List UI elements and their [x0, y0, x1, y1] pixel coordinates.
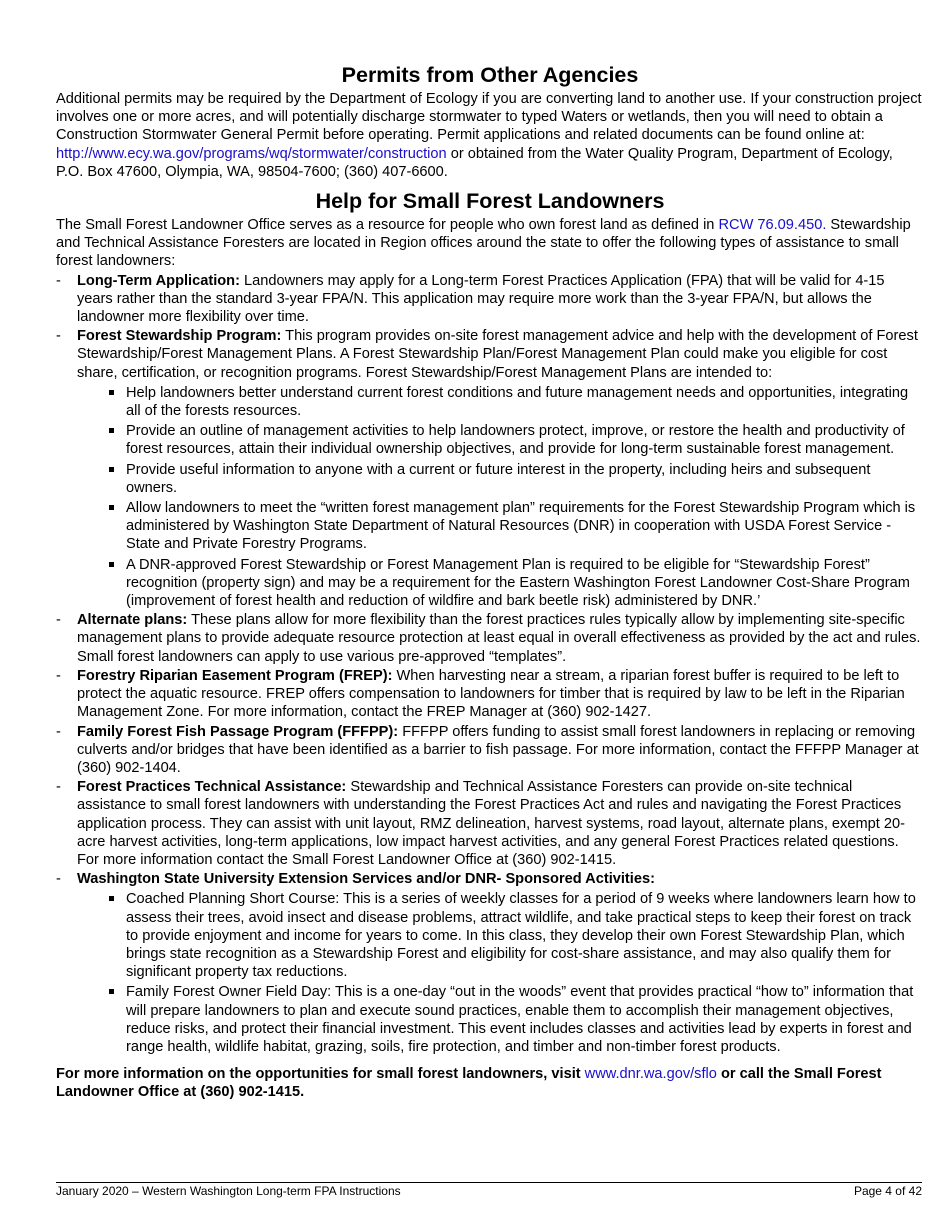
list-item-body	[77, 723, 924, 778]
assistance-list-item	[56, 611, 924, 666]
assistance-list-item	[56, 723, 924, 778]
sub-bullet-text: A DNR-approved Forest Stewardship or Forest Management Plan is required to be eligible for “Stewardship Forest” recognition (property sign) and may be a requirement for the Eastern Washington Forest Landowner Cost-Share Program (improvement of forest health and reduction of wildfire and bark beetle risk) administered by DNR.’	[126, 556, 910, 610]
page-content	[56, 62, 924, 1102]
assistance-list	[56, 272, 924, 1057]
list-item-label: Forest Stewardship Program:	[77, 328, 282, 345]
list-item-label: Long-Term Application:	[77, 272, 240, 289]
assistance-list-item	[56, 327, 924, 610]
list-dash-marker: -	[56, 667, 61, 684]
sub-bullet-text: Provide an outline of management activities to help landowners protect, improve, or restore the health and productivity of forest resources, attain their individual ownership objectives, and provide for long-term sustainable forest management.	[126, 423, 905, 458]
help-intro-text-start: The Small Forest Landowner Office serves as a resource for people who own forest land as defined in	[56, 217, 719, 234]
closing-paragraph	[56, 1065, 924, 1101]
page-footer	[56, 1182, 922, 1198]
list-item-body	[77, 272, 924, 327]
sub-bullet-item	[77, 422, 924, 458]
list-item-text: Landowners may apply for a Long-term Forest Practices Application (FPA) that will be valid for 4-15 years rather than the standard 3-year FPA/N. This application may require more work than the 3-year FPA/N, but allows the landowner more flexibility over time.	[77, 272, 885, 326]
sub-bullet-item	[77, 499, 924, 554]
sflo-link[interactable]: www.dnr.wa.gov/sflo	[584, 1066, 717, 1083]
list-item-label: Forest Practices Technical Assistance:	[77, 779, 347, 796]
square-bullet-icon	[109, 428, 114, 433]
sub-bullet-list	[77, 384, 924, 610]
list-item-body	[77, 327, 924, 382]
square-bullet-icon	[109, 562, 114, 567]
list-item-text: FFFPP offers funding to assist small forest landowners in replacing or removing culverts and/or bridges that have been identified as a barrier to fish passage. For more information, contact the FFFPP Manager at (360) 902-1404.	[77, 723, 919, 776]
sub-bullet-text: Family Forest Owner Field Day: This is a one-day “out in the woods” event that provides practical “how to” information that will prepare landowners to plan and execute sound practices, enable them to accomplish their management objectives, reduce risks, and protect their financial investment. This event includes classes and activities lead by experts in forest and range health, wildlife habitat, grazing, soils, fire protection, and timber and non-timber forest products.	[126, 984, 914, 1055]
permits-paragraph	[56, 90, 924, 181]
list-item-text: Stewardship and Technical Assistance Foresters can provide on-site technical assistance to small forest landowners with understanding the Forest Practices Act and rules and navigating the Forest Practices application process. They can assist with unit layout, RMZ delineation, harvest systems, road layout, alternate plans, exempt 20-acre harvest activities, long-term applications, low impact harvest activities, and any general Forest Practices related questions. For more information contact the Small Forest Landowner Office at (360) 902-1415.	[77, 779, 905, 868]
assistance-list-item	[56, 778, 924, 869]
list-dash-marker: -	[56, 779, 61, 796]
list-item-body	[77, 870, 924, 888]
square-bullet-icon	[109, 505, 114, 510]
sub-bullet-item	[77, 384, 924, 420]
list-item-label: Forestry Riparian Easement Program (FREP):	[77, 667, 393, 684]
footer-page-number: Page 4 of 42	[853, 1184, 922, 1198]
square-bullet-icon	[109, 896, 114, 901]
list-item-label: Family Forest Fish Passage Program (FFFPP):	[77, 723, 399, 740]
assistance-list-item	[56, 667, 924, 722]
list-item-label: Washington State University Extension Services and/or DNR- Sponsored Activities:	[77, 871, 655, 888]
sub-bullet-text: Provide useful information to anyone with a current or future interest in the property, including heirs and subsequent owners.	[126, 461, 871, 496]
list-dash-marker: -	[56, 612, 61, 629]
list-item-text: When harvesting near a stream, a riparian forest buffer is required to be left to protect the aquatic resource. FREP offers compensation to landowners for timber that is required by law to be left in the Riparian Management Zone. For more information, contact the FREP Manager at (360) 902-1427.	[77, 667, 905, 721]
footer-document-title: January 2020 – Western Washington Long-term FPA Instructions	[56, 1184, 401, 1198]
help-intro-text-end: Stewardship and Technical Assistance Foresters are located in Region offices around the state to offer the following types of assistance to small forest landowners:	[56, 217, 911, 270]
assistance-list-item	[56, 870, 924, 1056]
list-dash-marker: -	[56, 871, 61, 888]
square-bullet-icon	[109, 989, 114, 994]
square-bullet-icon	[109, 467, 114, 472]
list-dash-marker: -	[56, 272, 61, 289]
closing-text-start: For more information on the opportunities for small forest landowners, visit	[56, 1066, 585, 1083]
help-intro-paragraph	[56, 216, 924, 271]
sub-bullet-item	[77, 983, 924, 1056]
list-item-body	[77, 778, 924, 869]
sub-bullet-text: Help landowners better understand current forest conditions and future management needs and opportunities, integrating all of the forests resources.	[126, 384, 909, 420]
sub-bullet-item	[77, 556, 924, 611]
permits-text-start: Additional permits may be required by the Department of Ecology if you are converting land to another use. If your construction project involves one or more acres, and will potentially discharge stormwater to typed Waters or wetlands, then you will need to obtain a Construction Stormwater General Permit before operating. Permit applications and related documents can be found online at:	[56, 91, 922, 144]
sub-bullet-text: Coached Planning Short Course: This is a series of weekly classes for a period of 9 weeks where landowners learn how to assess their trees, avoid insect and disease problems, attract wildlife, and take practical steps to keep their forest on track to provide enjoyment and income for years to come. In this class, they develop their own Forest Stewardship Plan, which brings state recognition as a Stewardship Forest and eligibility for cost-share assistance, and may also qualify them for significant property tax reductions.	[126, 891, 916, 981]
sub-bullet-text: Allow landowners to meet the “written forest management plan” requirements for the Forest Stewardship Program which is administered by Washington State Department of Natural Resources (DNR) in cooperation with USDA Forest Service - State and Private Forestry Programs.	[126, 500, 916, 553]
sub-bullet-item	[77, 461, 924, 497]
ecology-stormwater-link[interactable]: http://www.ecy.wa.gov/programs/wq/stormwater/construction	[56, 145, 447, 162]
list-dash-marker: -	[56, 723, 61, 740]
assistance-list-item	[56, 272, 924, 327]
sub-bullet-list	[77, 890, 924, 1056]
closing-text-end: or call the Small Forest Landowner Office at (360) 902-1415.	[56, 1066, 882, 1101]
section-title-help: Help for Small Forest Landowners	[315, 189, 665, 214]
list-item-body	[77, 667, 924, 722]
square-bullet-icon	[109, 390, 114, 395]
list-dash-marker: -	[56, 328, 61, 345]
section-title-permits: Permits from Other Agencies	[341, 63, 639, 87]
sub-bullet-item	[77, 890, 924, 981]
list-item-body	[77, 611, 924, 666]
rcw-link[interactable]: RCW 76.09.450.	[718, 217, 827, 234]
list-item-text: This program provides on-site forest management advice and help with the development of Forest Stewardship/Forest Management Plans. A Forest Stewardship Plan/Forest Management Plan could make you eligible for cost share, certification, or recognition programs. Forest Stewardship/Forest Management Plans are intended to:	[77, 328, 918, 381]
list-item-label: Alternate plans:	[77, 612, 188, 629]
list-item-text: These plans allow for more flexibility than the forest practices rules typically allow by implementing site-specific management plans to provide adequate resource protection at least equal in overall effectiveness as provided by the act and rules. Small forest landowners can apply to use various pre-approved “templates”.	[77, 612, 921, 665]
permits-text-end: or obtained from the Water Quality Program, Department of Ecology, P.O. Box 47600, Olympia, WA, 98504-7600; (360) 407-6600.	[56, 145, 893, 180]
